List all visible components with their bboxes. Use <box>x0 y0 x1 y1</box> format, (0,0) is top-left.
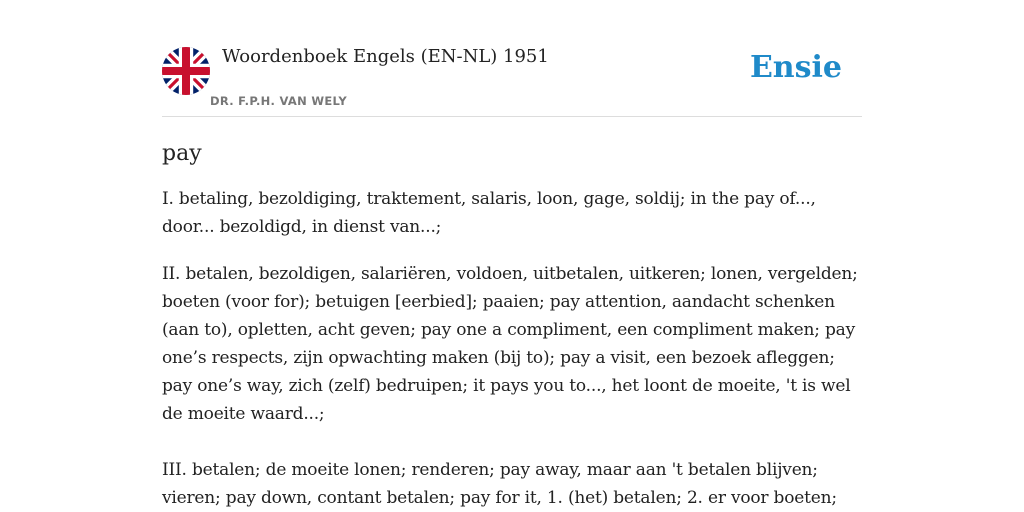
entry-sense-2: II. betalen, bezoldigen, salariëren, voldoen, uitbetalen, uitkeren; lonen, vergelden; boeten (voor for); betuigen [eerbied]; paaien; pay attention, aandacht schenken (aan to), opletten, acht geven; pay one a compliment, een compliment maken; pay one’s respects, zijn opwachting maken (bij to); pay a visit, een bezoek afleggen; pay one’s way, zich (zelf) bedruipen; it pays you to..., het loont de moeite, 't is wel de moeite waard...; <box>162 264 858 424</box>
dictionary-header <box>162 44 862 117</box>
dictionary-author: DR. F.P.H. VAN WELY <box>210 94 347 108</box>
dictionary-title-link[interactable]: Woordenboek Engels (EN-NL) 1951 <box>222 46 549 67</box>
entry-headword: pay <box>162 141 202 166</box>
uk-flag-icon <box>162 47 210 95</box>
entry-sense-1: I. betaling, bezoldiging, traktement, salaris, loon, gage, soldij; in the pay of..., door... bezoldigd, in dienst van...; <box>162 189 816 237</box>
entry-sense-3: III. betalen; de moeite lonen; renderen; pay away, maar aan 't betalen blijven; vieren; pay down, contant betalen; pay for it, 1. (het) betalen; 2. er voor boeten; <box>162 460 837 508</box>
ensie-logo-link[interactable]: Ensie <box>749 50 842 85</box>
dictionary-entry <box>162 136 862 512</box>
